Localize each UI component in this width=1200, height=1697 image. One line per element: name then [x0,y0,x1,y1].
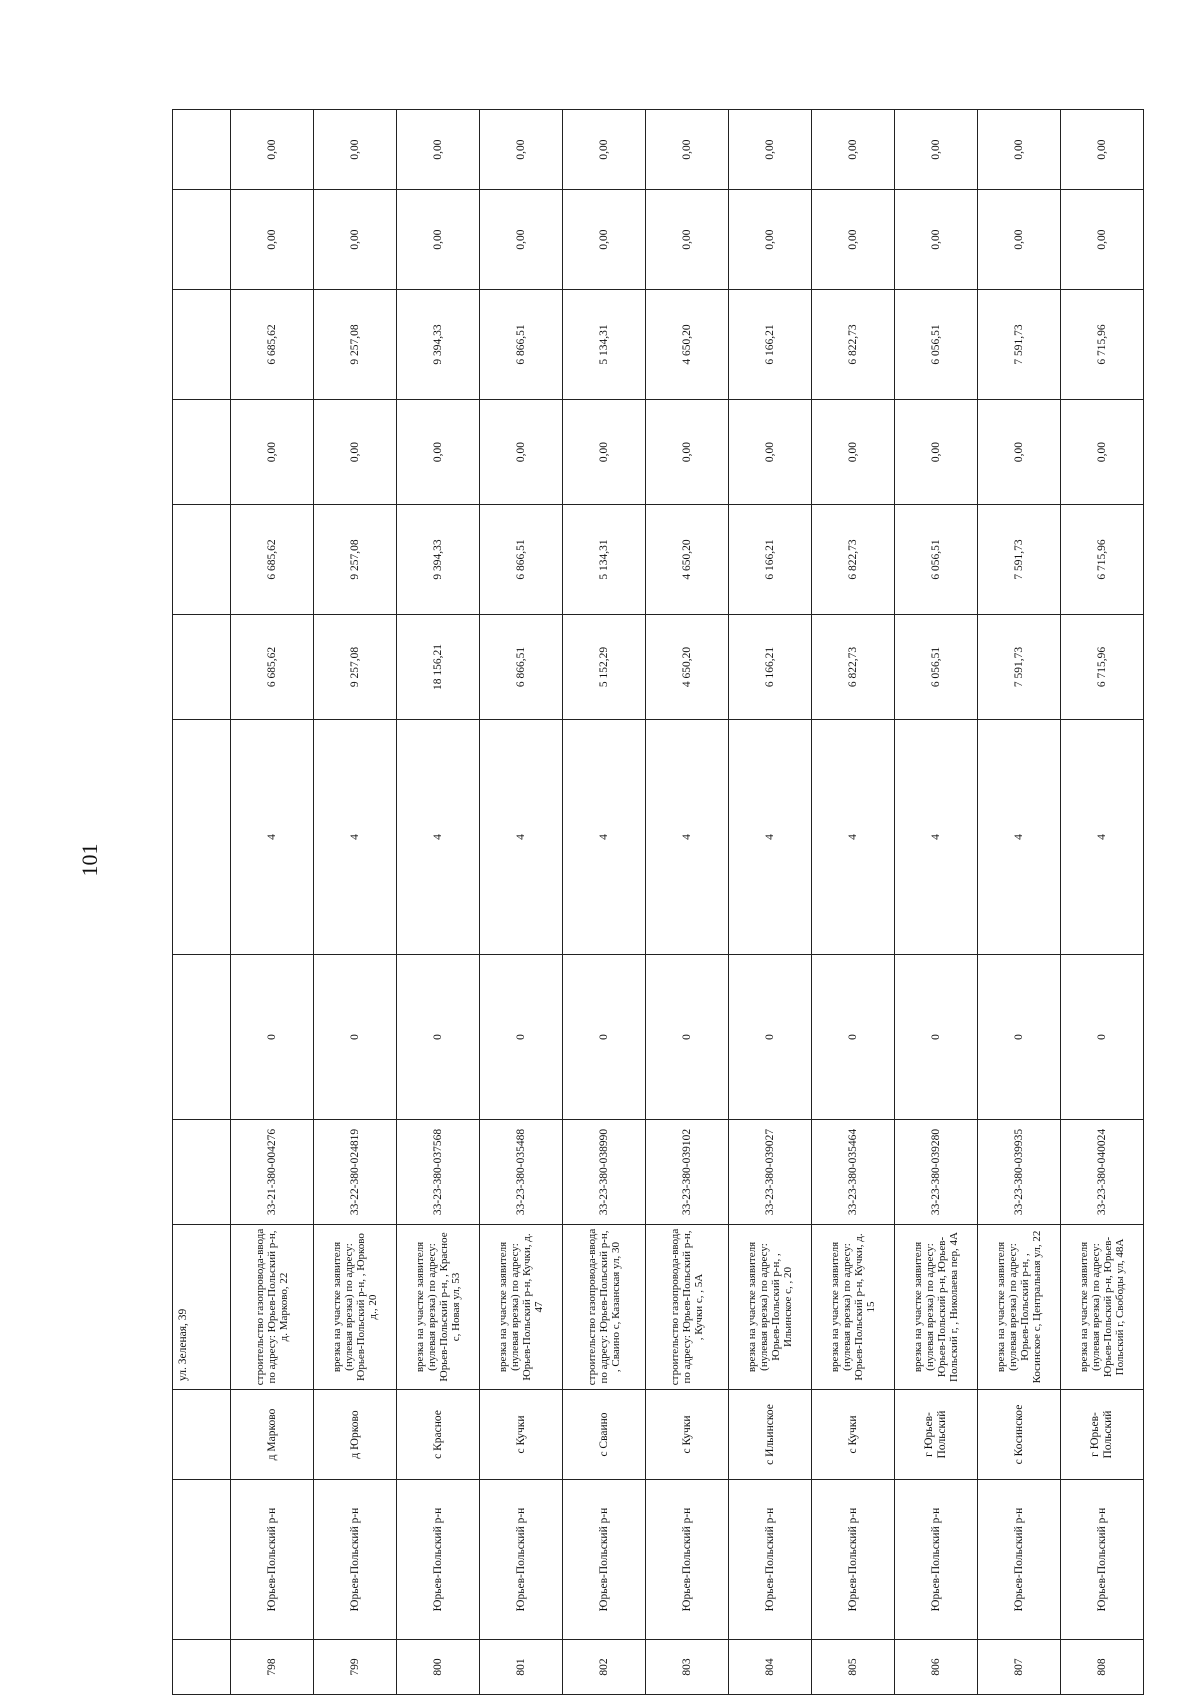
table-row [397,110,480,1695]
header-cell-settlement [173,1390,231,1480]
cell-district: Юрьев-Польский р-н [480,1480,563,1640]
cell-cost-other: 0,00 [563,110,646,190]
table-row [978,110,1061,1695]
table-row [1061,110,1144,1695]
cell-pressure-category: 0 [729,955,812,1120]
table-container [172,110,1127,1695]
cell-row-number: 798 [231,1640,314,1695]
cell-cost-final: 6 166,21 [729,290,812,400]
cell-cost-approved: 6 866,51 [480,505,563,615]
cell-diameter: 4 [314,720,397,955]
cell-settlement: г Юрьев-Польский [895,1390,978,1480]
header-cell-row-number [173,1640,231,1695]
cell-cost-excluded: 0,00 [646,400,729,505]
cell-work-description: врезка на участке заявителя (нулевая врезка) по адресу: Юрьев-Польский р-н, Кучки, д. 15 [812,1225,895,1390]
cell-work-description: врезка на участке заявителя (нулевая врезка) по адресу: Юрьев-Польский р-н, Юрьев-Польский г, , Николаева пер, 4А [895,1225,978,1390]
cell-pressure-category: 0 [397,955,480,1120]
cell-diameter: 4 [1061,720,1144,955]
cell-work-description: врезка на участке заявителя (нулевая врезка) по адресу: Юрьев-Польский р-н, Юрьев-Польский г, Свободы ул, 48А [1061,1225,1144,1390]
page-number: 101 [77,843,102,877]
cell-cost-extra: 0,00 [480,190,563,290]
cell-cost-approved: 7 591,73 [978,505,1061,615]
cell-cost-other: 0,00 [480,110,563,190]
cell-cost-final: 9 257,08 [314,290,397,400]
cell-cost-final: 9 394,33 [397,290,480,400]
cell-row-number: 801 [480,1640,563,1695]
cell-cost-final: 6 715,96 [1061,290,1144,400]
cell-cost-extra: 0,00 [1061,190,1144,290]
cell-cost-approved: 5 134,31 [563,505,646,615]
cell-cost-other: 0,00 [978,110,1061,190]
cell-contract-number: 33-23-380-037568 [397,1120,480,1225]
cell-cost-total: 6 715,96 [1061,615,1144,720]
cell-contract-number: 33-23-380-035464 [812,1120,895,1225]
cell-diameter: 4 [812,720,895,955]
header-cell-cost-excluded [173,400,231,505]
cell-diameter: 4 [978,720,1061,955]
header-cell-diameter [173,720,231,955]
cell-cost-extra: 0,00 [812,190,895,290]
cell-cost-approved: 6 715,96 [1061,505,1144,615]
cell-cost-approved: 6 685,62 [231,505,314,615]
cell-contract-number: 33-23-380-038990 [563,1120,646,1225]
cell-settlement: с Красное [397,1390,480,1480]
cell-pressure-category: 0 [314,955,397,1120]
cell-cost-other: 0,00 [397,110,480,190]
table-row [563,110,646,1695]
cell-pressure-category: 0 [563,955,646,1120]
cell-cost-approved: 4 650,20 [646,505,729,615]
cell-district: Юрьев-Польский р-н [1061,1480,1144,1640]
cell-row-number: 805 [812,1640,895,1695]
cell-row-number: 799 [314,1640,397,1695]
header-cell-contract-number [173,1120,231,1225]
header-cell-cost-approved [173,505,231,615]
table-row [895,110,978,1695]
cell-cost-other: 0,00 [646,110,729,190]
cell-cost-approved: 6 056,51 [895,505,978,615]
cell-work-description: врезка на участке заявителя (нулевая врезка) по адресу: Юрьев-Польский р-н, , Ильинское с, , 20 [729,1225,812,1390]
cell-pressure-category: 0 [480,955,563,1120]
cell-cost-extra: 0,00 [729,190,812,290]
table-row [480,110,563,1695]
cell-cost-total: 7 591,73 [978,615,1061,720]
cell-cost-total: 6 166,21 [729,615,812,720]
cell-cost-extra: 0,00 [314,190,397,290]
cell-cost-excluded: 0,00 [231,400,314,505]
cell-work-description: врезка на участке заявителя (нулевая врезка) по адресу: Юрьев-Польский р-н, , Красное с, Новая ул, 53 [397,1225,480,1390]
cell-pressure-category: 0 [231,955,314,1120]
header-cell-pressure-category [173,955,231,1120]
cell-district: Юрьев-Польский р-н [563,1480,646,1640]
cell-district: Юрьев-Польский р-н [729,1480,812,1640]
cell-cost-final: 6 822,73 [812,290,895,400]
cell-settlement: с Ильинское [729,1390,812,1480]
cell-cost-excluded: 0,00 [314,400,397,505]
cell-cost-final: 6 685,62 [231,290,314,400]
cell-cost-excluded: 0,00 [480,400,563,505]
cell-row-number: 804 [729,1640,812,1695]
table-row [231,110,314,1695]
cell-cost-final: 6 056,51 [895,290,978,400]
cell-district: Юрьев-Польский р-н [646,1480,729,1640]
cell-district: Юрьев-Польский р-н [314,1480,397,1640]
cell-cost-total: 4 650,20 [646,615,729,720]
cell-cost-total: 6 866,51 [480,615,563,720]
cell-district: Юрьев-Польский р-н [978,1480,1061,1640]
cell-cost-extra: 0,00 [563,190,646,290]
table-header-row [173,110,231,1695]
cell-settlement: с Кучки [646,1390,729,1480]
header-cell-cost-final [173,290,231,400]
cell-cost-excluded: 0,00 [1061,400,1144,505]
cell-row-number: 803 [646,1640,729,1695]
header-cell-district [173,1480,231,1640]
cell-work-description: врезка на участке заявителя (нулевая врезка) по адресу: Юрьев-Польский р-н, , Косинское с, Центральная ул, 22 [978,1225,1061,1390]
cell-settlement: д Марково [231,1390,314,1480]
cell-work-description: строительство газопровода-ввода по адресу: Юрьев-Польский р-н, , Сваино с, Казанская ул, 30 [563,1225,646,1390]
cell-cost-excluded: 0,00 [812,400,895,505]
cell-cost-final: 4 650,20 [646,290,729,400]
cell-contract-number: 33-23-380-039102 [646,1120,729,1225]
cell-cost-approved: 9 257,08 [314,505,397,615]
cell-contract-number: 33-23-380-035488 [480,1120,563,1225]
cell-settlement: с Кучки [812,1390,895,1480]
table-row [314,110,397,1695]
cell-contract-number: 33-22-380-024819 [314,1120,397,1225]
cell-cost-excluded: 0,00 [729,400,812,505]
cell-cost-other: 0,00 [1061,110,1144,190]
cell-diameter: 4 [729,720,812,955]
cell-work-description: врезка на участке заявителя (нулевая врезка) по адресу: Юрьев-Польский р-н, Кучки, д. 47 [480,1225,563,1390]
cell-cost-other: 0,00 [231,110,314,190]
header-cell-cost-other [173,110,231,190]
cell-row-number: 807 [978,1640,1061,1695]
connections-table [172,109,1144,1695]
cell-diameter: 4 [563,720,646,955]
cell-diameter: 4 [646,720,729,955]
cell-work-description: строительство газопровода-ввода по адресу: Юрьев-Польский р-н, , Кучки с, , 5А [646,1225,729,1390]
cell-contract-number: 33-21-380-004276 [231,1120,314,1225]
cell-contract-number: 33-23-380-039280 [895,1120,978,1225]
cell-cost-approved: 6 166,21 [729,505,812,615]
cell-diameter: 4 [397,720,480,955]
cell-cost-extra: 0,00 [646,190,729,290]
cell-cost-excluded: 0,00 [895,400,978,505]
cell-cost-final: 6 866,51 [480,290,563,400]
cell-cost-total: 6 685,62 [231,615,314,720]
cell-cost-approved: 6 822,73 [812,505,895,615]
cell-cost-other: 0,00 [314,110,397,190]
cell-work-description: строительство газопровода-ввода по адресу: Юрьев-Польский р-н, д. Марково, 22 [231,1225,314,1390]
cell-cost-extra: 0,00 [895,190,978,290]
cell-cost-total: 9 257,08 [314,615,397,720]
cell-cost-total: 6 822,73 [812,615,895,720]
cell-settlement: с Кучки [480,1390,563,1480]
cell-diameter: 4 [895,720,978,955]
cell-pressure-category: 0 [646,955,729,1120]
cell-cost-other: 0,00 [895,110,978,190]
cell-cost-excluded: 0,00 [563,400,646,505]
cell-cost-extra: 0,00 [978,190,1061,290]
cell-cost-extra: 0,00 [231,190,314,290]
cell-district: Юрьев-Польский р-н [231,1480,314,1640]
cell-settlement: г Юрьев-Польский [1061,1390,1144,1480]
cell-settlement: с Косинское [978,1390,1061,1480]
cell-contract-number: 33-23-380-039935 [978,1120,1061,1225]
cell-cost-excluded: 0,00 [978,400,1061,505]
table-row [812,110,895,1695]
cell-diameter: 4 [480,720,563,955]
cell-cost-final: 7 591,73 [978,290,1061,400]
cell-work-description: врезка на участке заявителя (нулевая врезка) по адресу: Юрьев-Польский р-н, , Юрково д., 20 [314,1225,397,1390]
cell-pressure-category: 0 [1061,955,1144,1120]
cell-district: Юрьев-Польский р-н [812,1480,895,1640]
cell-row-number: 802 [563,1640,646,1695]
cell-pressure-category: 0 [812,955,895,1120]
cell-cost-other: 0,00 [729,110,812,190]
cell-cost-final: 5 134,31 [563,290,646,400]
cell-cost-total: 5 152,29 [563,615,646,720]
cell-cost-extra: 0,00 [397,190,480,290]
cell-contract-number: 33-23-380-039027 [729,1120,812,1225]
cell-pressure-category: 0 [895,955,978,1120]
table-row [729,110,812,1695]
cell-settlement: с Сваино [563,1390,646,1480]
cell-row-number: 808 [1061,1640,1144,1695]
cell-settlement: д Юрково [314,1390,397,1480]
cell-cost-excluded: 0,00 [397,400,480,505]
cell-cost-other: 0,00 [812,110,895,190]
header-cell-work-description: ул. Зеленая, 39 [173,1225,231,1390]
cell-pressure-category: 0 [978,955,1061,1120]
cell-district: Юрьев-Польский р-н [397,1480,480,1640]
cell-cost-approved: 9 394,33 [397,505,480,615]
cell-contract-number: 33-23-380-040024 [1061,1120,1144,1225]
cell-cost-total: 18 156,21 [397,615,480,720]
cell-row-number: 806 [895,1640,978,1695]
cell-diameter: 4 [231,720,314,955]
table-row [646,110,729,1695]
cell-district: Юрьев-Польский р-н [895,1480,978,1640]
cell-row-number: 800 [397,1640,480,1695]
header-cell-cost-total [173,615,231,720]
cell-cost-total: 6 056,51 [895,615,978,720]
header-cell-cost-extra [173,190,231,290]
